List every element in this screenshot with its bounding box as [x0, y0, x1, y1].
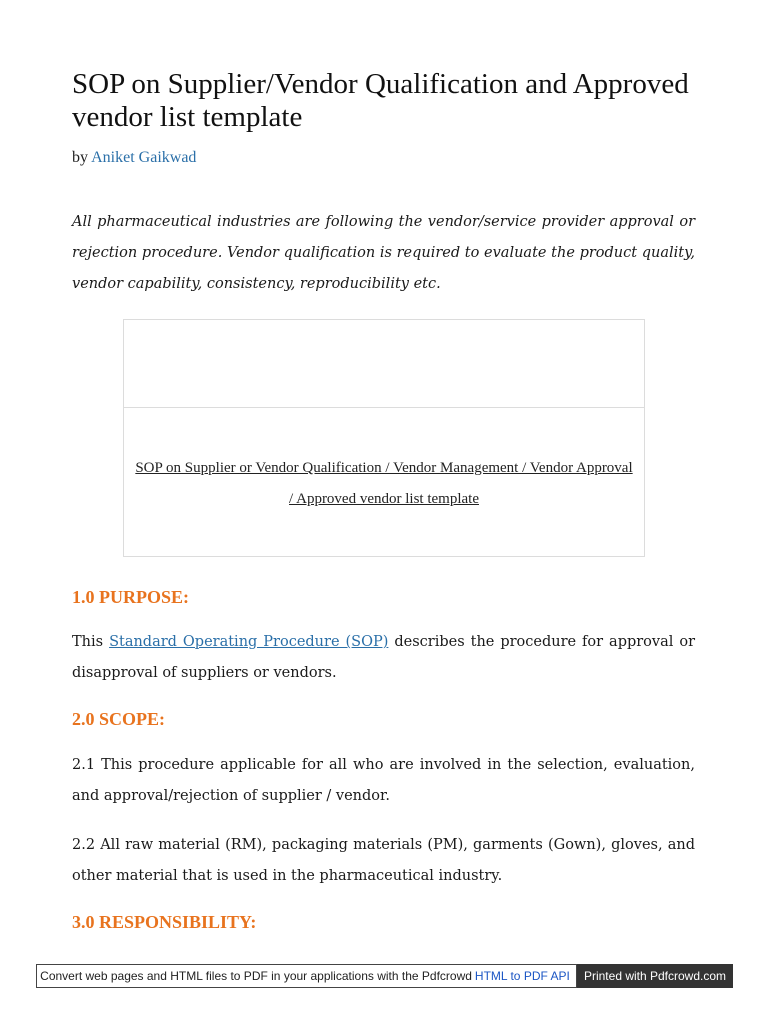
printed-with-pdfcrowd-link[interactable]: Printed with Pdfcrowd.com [577, 964, 733, 988]
pdf-footer-banner [36, 964, 733, 988]
purpose-heading: 1.0 PURPOSE: [72, 587, 189, 607]
responsibility-heading: 3.0 RESPONSIBILITY: [72, 912, 257, 932]
byline [72, 149, 196, 167]
figure-caption-link[interactable]: SOP on Supplier or Vendor Qualification / Vendor Management / Vendor Approval / Approved vendor list template [135, 460, 633, 507]
purpose-text-before: This [72, 634, 104, 650]
scope-heading: 2.0 SCOPE: [72, 709, 166, 729]
footer-left [36, 964, 577, 988]
figure-divider [124, 407, 644, 408]
intro-paragraph: All pharmaceutical industries are following the vendor/service provider approval or rejection procedure. Vendor qualification is required to evaluate the product quality, vendor capability, consistency, reproducibility etc. [72, 214, 695, 292]
html-to-pdf-api-link[interactable]: HTML to PDF API [474, 969, 570, 983]
author-link[interactable]: Aniket Gaikwad [91, 149, 197, 166]
scope-item-1: 2.1 This procedure applicable for all who are involved in the selection, evaluation, and approval/rejection of supplier / vendor. [72, 757, 695, 804]
article-title: SOP on Supplier/Vendor Qualification and Approved vendor list template [72, 68, 689, 133]
sop-link[interactable]: Standard Operating Procedure (SOP) [109, 634, 389, 650]
scope-item-2: 2.2 All raw material (RM), packaging materials (PM), garments (Gown), gloves, and other material that is used in the pharmaceutical industry. [72, 837, 695, 884]
purpose-text-after: describes the procedure for approval or disapproval of suppliers or vendors. [72, 634, 696, 681]
figure-box [123, 319, 645, 557]
footer-left-text: Convert web pages and HTML files to PDF in your applications with the Pdfcrowd [40, 969, 472, 983]
by-prefix: by [72, 149, 88, 166]
purpose-paragraph [72, 627, 695, 689]
